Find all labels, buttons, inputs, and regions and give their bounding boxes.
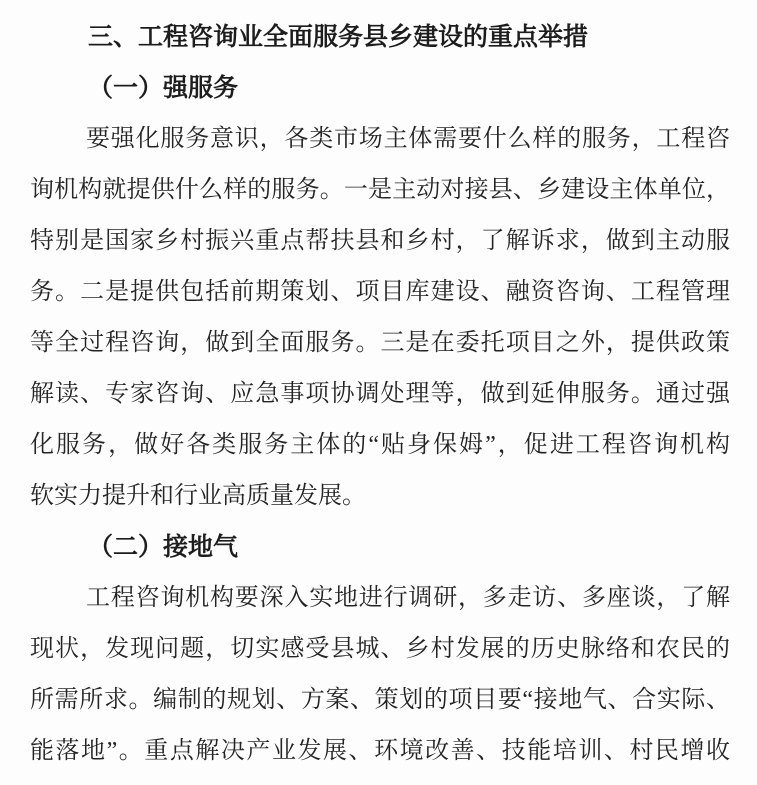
body-line: 要强化服务意识，各类市场主体需要什么样的服务，工程咨 [86, 126, 730, 152]
subsection-heading-2: （二）接地气 [88, 533, 239, 561]
subsection-heading-1: （一）强服务 [88, 74, 239, 102]
body-line: 工程咨询机构要深入实地进行调研，多走访、多座谈，了解 [86, 585, 730, 611]
body-line: 所需所求。编制的规划、方案、策划的项目要“接地气、合实际、 [30, 687, 730, 713]
section-heading: 三、工程咨询业全面服务县乡建设的重点举措 [88, 23, 589, 51]
body-line: 等全过程咨询，做到全面服务。三是在委托项目之外，提供政策 [30, 330, 730, 356]
body-line: 软实力提升和行业高质量发展。 [30, 483, 366, 509]
body-line: 化服务，做好各类服务主体的“贴身保姆”，促进工程咨询机构 [30, 432, 730, 458]
body-line: 能落地”。重点解决产业发展、环境改善、技能培训、村民增收 [30, 738, 730, 764]
body-line: 现状，发现问题，切实感受县城、乡村发展的历史脉络和农民的 [30, 636, 730, 662]
body-line: 询机构就提供什么样的服务。一是主动对接县、乡建设主体单位， [30, 177, 730, 203]
body-line: 务。二是提供包括前期策划、项目库建设、融资咨询、工程管理 [30, 279, 730, 305]
body-line: 特别是国家乡村振兴重点帮扶县和乡村，了解诉求，做到主动服 [30, 228, 730, 254]
body-line: 解读、专家咨询、应急事项协调处理等，做到延伸服务。通过强 [30, 381, 730, 407]
